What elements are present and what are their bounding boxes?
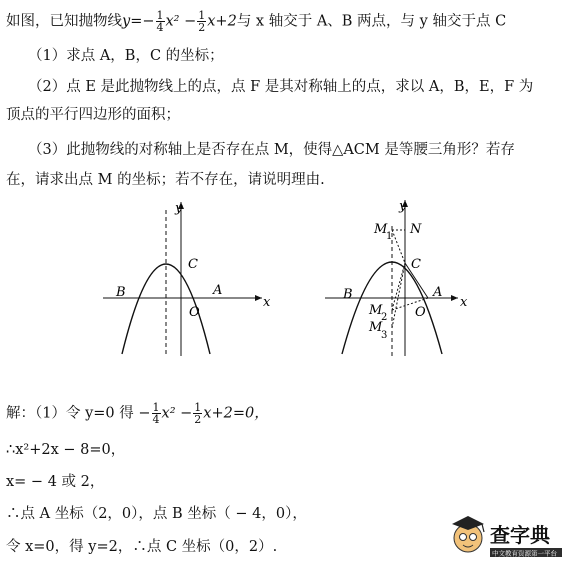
point-M3-sub: 3 bbox=[381, 330, 388, 341]
left-figure bbox=[103, 201, 271, 356]
point-M3: M bbox=[369, 320, 383, 335]
chazidian-logo bbox=[446, 510, 564, 560]
point-B-right: B bbox=[343, 287, 353, 302]
parabola-figures bbox=[0, 188, 569, 368]
M1-C-segment bbox=[392, 230, 405, 263]
y-label-left: y bbox=[175, 201, 183, 216]
origin-O-left: O bbox=[189, 305, 200, 320]
question-3-line1: （3）此抛物线的对称轴上是否存在点 M，使得△ACM 是等腰三角形？若存 bbox=[28, 142, 515, 158]
solution-line-4: ∴点 A 坐标（2，0），点 B 坐标（ − 4，0）， bbox=[6, 506, 307, 522]
point-M2-sub: 2 bbox=[381, 312, 388, 323]
solution-line-3: x= − 4 或 2， bbox=[6, 474, 105, 490]
question-2-line1: （2）点 E 是此抛物线上的点，点 F 是其对称轴上的点，求以 A，B，E，F 为 bbox=[28, 79, 534, 95]
point-B-left: B bbox=[116, 285, 126, 300]
fraction: $\frac{1}{4}$ bbox=[152, 401, 160, 426]
svg-text:查字典: 查字典 bbox=[490, 523, 550, 547]
M2-C-segment bbox=[392, 263, 405, 310]
question-1: （1）求点 A，B，C 的坐标； bbox=[28, 48, 224, 64]
x-label-right: x bbox=[460, 295, 468, 310]
fraction: $\frac{1}{2}$ bbox=[194, 401, 202, 426]
origin-O-right: O bbox=[415, 305, 426, 320]
svg-text:中文教育资源第一平台: 中文教育资源第一平台 bbox=[492, 549, 557, 558]
point-M1-sub: 1 bbox=[386, 231, 393, 242]
x-label-left: x bbox=[263, 295, 271, 310]
question-2-line2: 顶点的平行四边形的面积； bbox=[6, 107, 180, 123]
x-axis-arrow-right bbox=[451, 295, 458, 301]
point-A-right: A bbox=[433, 285, 443, 300]
point-C-left: C bbox=[188, 257, 198, 272]
point-C-right: C bbox=[411, 257, 421, 272]
fraction: $\frac{1}{2}$ bbox=[198, 9, 206, 34]
question-3-line2: 在，请求出点 M 的坐标；若不存在，请说明理由. bbox=[6, 172, 325, 188]
x-axis-arrow-left bbox=[255, 295, 262, 301]
logo-mascot-icon bbox=[446, 510, 564, 560]
point-M2: M bbox=[369, 303, 383, 318]
y-label-right: y bbox=[399, 199, 407, 214]
solution-line-5: 令 x=0，得 y=2，∴点 C 坐标（0，2）. bbox=[6, 539, 278, 555]
point-A-left: A bbox=[213, 283, 223, 298]
point-M1: M bbox=[374, 222, 388, 237]
point-N: N bbox=[410, 222, 422, 237]
right-figure bbox=[325, 199, 468, 356]
solution-line-1: 解：（1）令 y=0 得 − $\frac{1}{4}$ x² − $\frac{1}{2}$ x+2=0， bbox=[6, 401, 269, 426]
solution-line-2: ∴x²+2x − 8=0， bbox=[6, 442, 126, 458]
M3-C-segment bbox=[392, 263, 405, 328]
problem-intro: 如图，已知抛物线y=− $\frac{1}{4}$ x² − $\frac{1}{2}$ x+2与 x 轴交于 A、B 两点，与 y 轴交于点 C bbox=[6, 9, 507, 34]
fraction: $\frac{1}{4}$ bbox=[156, 9, 164, 34]
